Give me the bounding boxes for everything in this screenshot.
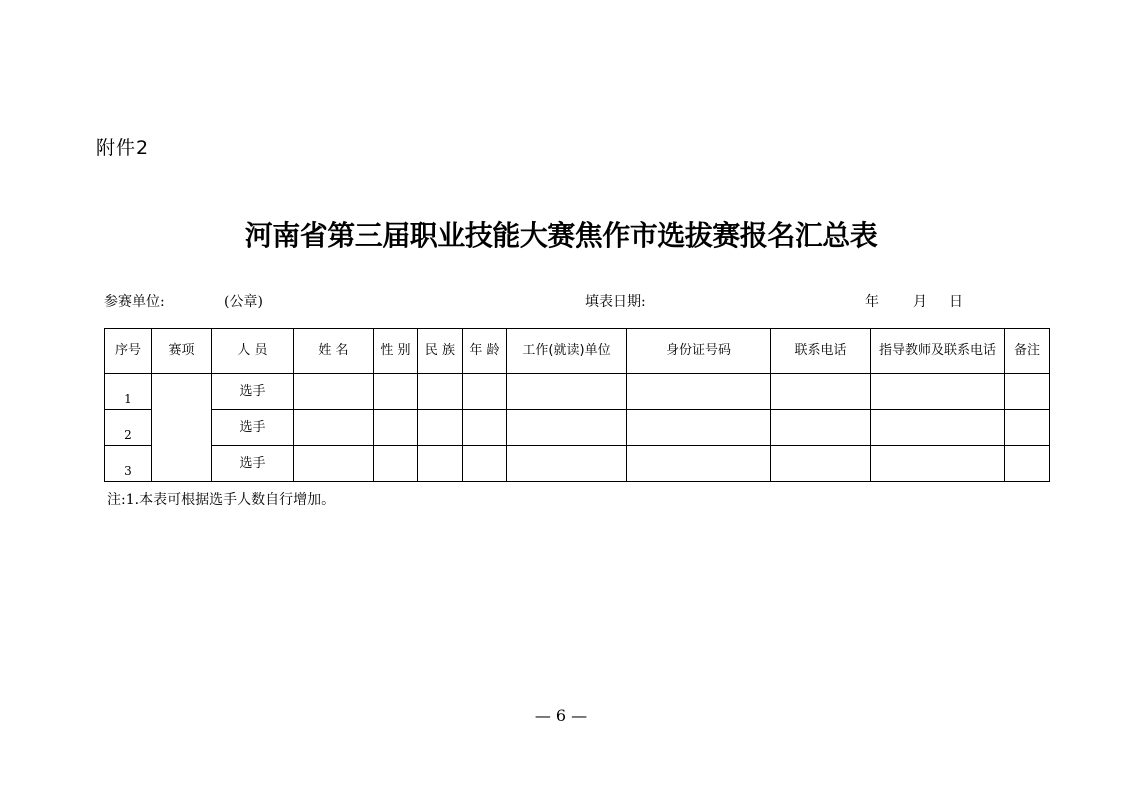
ethnicity-cell[interactable] (418, 410, 463, 446)
age-cell[interactable] (463, 446, 507, 482)
remark-cell[interactable] (1005, 374, 1050, 410)
table-header-row (105, 329, 1050, 374)
header-remark: 备注 (1005, 329, 1050, 374)
document-title: 河南省第三届职业技能大赛焦作市选拔赛报名汇总表 (244, 219, 878, 252)
id-number-cell[interactable] (627, 410, 771, 446)
registration-table (104, 328, 1050, 482)
ethnicity-cell[interactable] (418, 446, 463, 482)
teacher-cell[interactable] (871, 446, 1005, 482)
table-row (105, 446, 1050, 482)
header-seq: 序号 (105, 329, 152, 374)
phone-cell[interactable] (771, 410, 871, 446)
table-row (105, 410, 1050, 446)
date-day-label: 日 (949, 294, 963, 310)
seal-label: (公章) (224, 294, 263, 310)
header-workplace: 工作(就读)单位 (507, 329, 627, 374)
name-cell[interactable] (294, 374, 374, 410)
fill-date-label: 填表日期: (585, 294, 646, 310)
page-number: — 6 — (534, 706, 588, 725)
phone-cell[interactable] (771, 446, 871, 482)
header-event: 赛项 (152, 329, 212, 374)
header-teacher: 指导教师及联系电话 (871, 329, 1005, 374)
age-cell[interactable] (463, 374, 507, 410)
table-note: 注:1.本表可根据选手人数自行增加。 (107, 492, 336, 508)
workplace-cell[interactable] (507, 446, 627, 482)
gender-cell[interactable] (374, 374, 418, 410)
phone-cell[interactable] (771, 374, 871, 410)
gender-cell[interactable] (374, 410, 418, 446)
id-number-cell[interactable] (627, 374, 771, 410)
header-person: 人 员 (212, 329, 294, 374)
date-month-label: 月 (913, 294, 927, 310)
row-role: 选手 (212, 410, 294, 446)
teacher-cell[interactable] (871, 410, 1005, 446)
remark-cell[interactable] (1005, 410, 1050, 446)
name-cell[interactable] (294, 446, 374, 482)
workplace-cell[interactable] (507, 410, 627, 446)
row-seq: 3 (105, 446, 152, 482)
row-seq: 2 (105, 410, 152, 446)
header-phone: 联系电话 (771, 329, 871, 374)
gender-cell[interactable] (374, 446, 418, 482)
header-ethnicity: 民 族 (418, 329, 463, 374)
header-id-number: 身份证号码 (627, 329, 771, 374)
event-cell[interactable] (152, 374, 212, 482)
ethnicity-cell[interactable] (418, 374, 463, 410)
attachment-label: 附件2 (96, 137, 150, 159)
org-label: 参赛单位: (104, 294, 165, 310)
name-cell[interactable] (294, 410, 374, 446)
workplace-cell[interactable] (507, 374, 627, 410)
teacher-cell[interactable] (871, 374, 1005, 410)
age-cell[interactable] (463, 410, 507, 446)
header-gender: 性 别 (374, 329, 418, 374)
date-year-label: 年 (865, 294, 879, 310)
row-role: 选手 (212, 446, 294, 482)
id-number-cell[interactable] (627, 446, 771, 482)
remark-cell[interactable] (1005, 446, 1050, 482)
header-age: 年 龄 (463, 329, 507, 374)
table-row (105, 374, 1050, 410)
row-seq: 1 (105, 374, 152, 410)
row-role: 选手 (212, 374, 294, 410)
header-name: 姓 名 (294, 329, 374, 374)
